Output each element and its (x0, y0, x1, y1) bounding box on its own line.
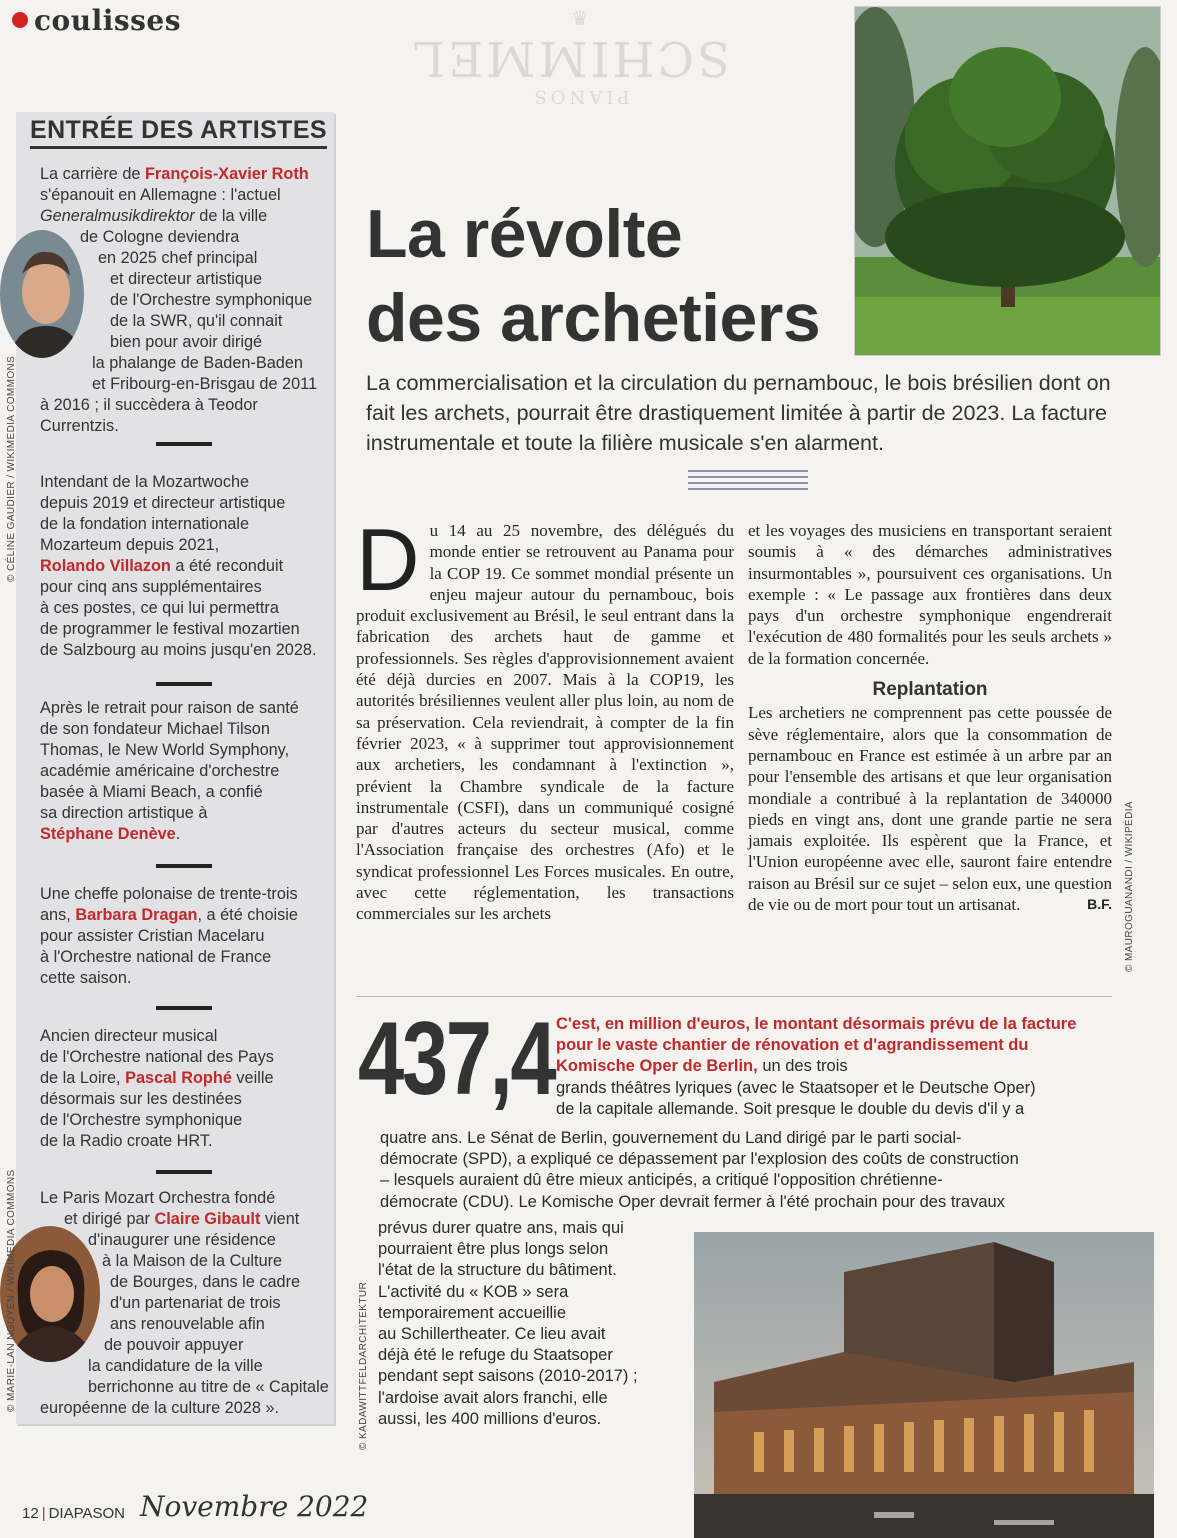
crown-icon: ♛ (571, 6, 589, 30)
sidebar-item (40, 1026, 274, 1152)
headline-line: des archetiers (366, 280, 821, 356)
kob-text-full (380, 1128, 1019, 1213)
text-line (40, 803, 299, 824)
sidebar-box (6, 112, 334, 1424)
text-line (40, 905, 298, 926)
photo-credit: © MAUROGUANANDI / WIKIPÉDIA (1124, 801, 1135, 972)
text-run: Currentzis. (40, 417, 119, 435)
text-run: désormais sur les destinées (40, 1090, 242, 1108)
text-line (40, 1356, 329, 1377)
text-run: vient (260, 1210, 300, 1228)
komische-oper-rendering (694, 1232, 1154, 1538)
text-run: Intendant de la Mozartwoche (40, 473, 250, 491)
text-run: de Cologne deviendra (80, 228, 240, 246)
text-run: Le Paris Mozart Orchestra fondé (40, 1189, 276, 1207)
text-run: de la Loire, (40, 1069, 126, 1087)
text-line (40, 640, 316, 661)
body-text (748, 702, 1112, 915)
text-run: depuis 2019 et directeur artistique (40, 494, 286, 512)
text-run: en 2025 chef principal (98, 249, 258, 267)
folio: 12 | DIAPASON (22, 1505, 125, 1522)
body-text: et les voyages des musiciens en transportant seraient soumis à « des démarches administratives insurmontables », poursuivent ces organisations. Un exemple : « Le passage aux frontières dans deux pays d'un orchestre symphonique engendrerait l'exécution de 480 formalités pour les seuls archets » de la formation concernée. (748, 521, 1112, 668)
text-line (40, 884, 298, 905)
artist-name: Pascal Rophé (125, 1069, 232, 1087)
text-line (40, 514, 316, 535)
kob-lead-text: C'est, en million d'euros, le montant désormais prévu de la facture pour le vaste chantier de rénovation et d'agrandissement du Komische Oper de Berlin, (556, 1015, 1077, 1075)
text-line (40, 493, 316, 514)
subheading: Replantation (872, 679, 988, 701)
text-line (40, 1131, 274, 1152)
text-run: européenne de la culture 2028 ». (40, 1399, 279, 1417)
text-run: de pouvoir appuyer (104, 1336, 244, 1354)
text-line (40, 926, 298, 947)
text-line (40, 1089, 274, 1110)
text-line (40, 782, 299, 803)
text-run: de programmer le festival mozartien (40, 620, 300, 638)
body-column-2 (748, 520, 1112, 915)
text-run: académie américaine d'orchestre (40, 762, 280, 780)
text-run: et directeur artistique (110, 270, 263, 288)
text-line (40, 472, 316, 493)
portrait-roth (0, 230, 84, 358)
separator (156, 682, 212, 686)
text-run: a été reconduit (170, 557, 284, 575)
photo-credit: © MARIE-LAN NGUYEN / WIKIMEDIA COMMONS (6, 1169, 17, 1412)
text-line (40, 1209, 329, 1230)
text-run: , a été choisie (197, 906, 298, 924)
artist-name: Claire Gibault (154, 1210, 261, 1228)
text-line: temporairement accueillie (378, 1303, 567, 1322)
text-run: de la ville (194, 207, 268, 225)
kob-text-left (378, 1218, 678, 1430)
text-line (40, 332, 317, 353)
kob-text-right (556, 1078, 1036, 1120)
text-run: cette saison. (40, 969, 132, 987)
sidebar-item (40, 472, 316, 661)
headline (366, 192, 886, 360)
author-signature: B.F. (1087, 896, 1112, 913)
kob-lead-tail: un des trois (757, 1057, 848, 1075)
text-run: Après le retrait pour raison de santé (40, 699, 299, 717)
text-line: l'état de la structure du bâtiment. (378, 1261, 617, 1280)
text-run: Ancien directeur musical (40, 1027, 218, 1045)
text-line (40, 598, 316, 619)
artist-name: Stéphane Denève (40, 825, 176, 843)
text-run: la phalange de Baden-Baden (92, 354, 303, 372)
sidebar-title: ENTRÉE DES ARTISTES (30, 116, 327, 149)
headline-line: La révolte (366, 196, 683, 272)
text-run: de Salzbourg au moins jusqu'en 2028. (40, 641, 317, 659)
text-line: déjà été le refuge du Staatsoper (378, 1346, 613, 1365)
text-line: démocrate (CDU). Le Komische Oper devrait fermer à l'été prochain pour des travaux (380, 1192, 1005, 1211)
text-line (40, 577, 316, 598)
sidebar-item (40, 884, 298, 989)
text-line: quatre ans. Le Sénat de Berlin, gouvernement du Land dirigé par le parti social- (380, 1129, 962, 1147)
text-line: de la capitale allemande. Soit presque le double du devis d'il y a (556, 1100, 1025, 1119)
text-line: prévus durer quatre ans, mais qui (378, 1219, 624, 1237)
text-run: veille (231, 1069, 274, 1087)
text-run: de son fondateur Michael Tilson (40, 720, 270, 738)
text-run: de la Radio croate HRT. (40, 1132, 213, 1150)
text-run: à l'Orchestre national de France (40, 948, 272, 966)
text-line (40, 698, 299, 719)
text-line: aussi, les 400 millions d'euros. (378, 1409, 602, 1428)
text-line (40, 185, 317, 206)
text-run: la candidature de la ville (88, 1357, 263, 1375)
handwritten-date: Novembre 2022 (140, 1490, 369, 1523)
sidebar-item (40, 698, 299, 845)
text-run: et Fribourg-en-Brisgau de 2011 (92, 375, 318, 393)
text-line (40, 395, 317, 416)
text-run: Une cheffe polonaise de trente-trois (40, 885, 298, 903)
photo-credit: © KADAWITTFELDARCHITEKTUR (358, 1281, 369, 1450)
text-run: La carrière de (40, 165, 145, 183)
text-run: sa direction artistique à (40, 804, 208, 822)
page-number: 12 (22, 1505, 39, 1522)
text-run: ans renouvelable afin (110, 1315, 265, 1333)
text-run: pour assister Cristian Macelaru (40, 927, 265, 945)
text-run: d'un partenariat de trois (110, 1294, 281, 1312)
text-run: à ces postes, ce qui lui permettra (40, 599, 279, 617)
divider (356, 996, 1112, 997)
text-run: à la Maison de la Culture (102, 1252, 283, 1270)
text-run: de la fondation internationale (40, 515, 250, 533)
artist-name: Barbara Dragan (75, 906, 198, 924)
lede: La commercialisation et la circulation du pernambouc, le bois brésilien dont on fait les archets, pourrait être drastiquement limitée à partir de 2023. La facture instrumentale et toute la filière musicale s'en alarment. (366, 371, 1111, 455)
text-run: s'épanouit en Allemagne : l'actuel (40, 186, 281, 204)
separator (156, 864, 212, 868)
separator (156, 442, 212, 446)
text-line (40, 248, 317, 269)
text-run: Thomas, le New World Symphony, (40, 741, 290, 759)
body-text-replantation: Les archetiers ne comprennent pas cette poussée de sève réglementaire, alors que la consommation de pernambouc en France est estimée à un arbre par an pour l'ensemble des artisans et que leur organisation mondiale a contribué à la replantation de 340000 pieds en vingt ans, dont une grande partie ne sera jamais exploitée. Ils espèrent que la France, et l'Union européenne avec elle, sauront faire entendre raison au Brésil sur ce sujet – selon eux, une question de vie ou de mort pour tout un artisanat. (748, 703, 1113, 915)
text-line: L'activité du « KOB » sera (378, 1282, 569, 1301)
section-label: coulisses (34, 4, 181, 37)
artist-name: Rolando Villazon (40, 557, 171, 575)
text-line (40, 164, 317, 185)
text-run: de l'Orchestre symphonique (110, 291, 313, 309)
text-run: de l'Orchestre symphonique (40, 1111, 243, 1129)
text-line: grands théâtres lyriques (avec le Staatsoper et le Deutsche Oper) (556, 1079, 1036, 1097)
drop-cap: D (356, 510, 420, 609)
text-line (40, 535, 316, 556)
text-run: Mozarteum depuis 2021, (40, 536, 220, 554)
text-line: au Schillertheater. Ce lieu avait (378, 1325, 606, 1344)
text-line (40, 353, 317, 374)
text-run: berrichonne au titre de « Capitale (88, 1378, 329, 1396)
separator (156, 1170, 212, 1174)
text-line: pourraient être plus longs selon (378, 1240, 609, 1259)
italic-term: Generalmusikdirektor (40, 207, 195, 225)
text-line (40, 374, 317, 395)
text-line (40, 1110, 274, 1131)
big-number: 437,4 (358, 1001, 555, 1117)
text-line (40, 416, 317, 437)
show-through-watermark (410, 6, 730, 107)
text-line (40, 740, 299, 761)
text-run: à 2016 ; il succèdera à Teodor (40, 396, 258, 414)
text-line (40, 1398, 329, 1419)
pernambouc-tree-photo (854, 6, 1161, 356)
text-line (40, 1068, 274, 1089)
text-line: – lesquels auraient dû être mieux anticipés, a critiqué l'opposition chrétienne- (380, 1171, 943, 1190)
text-run: basée à Miami Beach, a confié (40, 783, 263, 801)
text-line (40, 719, 299, 740)
text-run: ans, (40, 906, 76, 924)
body-column-1 (356, 510, 734, 925)
text-run: bien pour avoir dirigé (110, 333, 263, 351)
body-text: u 14 au 25 novembre, des délégués du monde entier se retrouvent au Panama pour la COP 19. Ce sommet mondial présente un enjeu majeur autour du pernambouc, bois produit exclusivement au Brésil, le seul entrant dans la fabrication des archets haut de gamme et professionnels. Ses règles d'approvisionnement avaient été déjà durcies en 2007. Mais à la COP19, les autorités brésiliennes veulent aller plus loin, au nom de sa préservation. Cela reviendrait, à compter de la fin février 2023, « à supprimer tout approvisionnement aux archetiers, les condamnant à l'extinction », prévient la Chambre syndicale de la facture instrumentale (CSFI), dans un communiqué cosigné par d'autres acteurs du secteur musical, comme l'Association française des orchestres (Afo) et le syndicat professionnel Les Forces musicales. En outre, avec cette réglementation, les transactions commerciales sur les archets (356, 521, 734, 924)
text-run: de la SWR, qu'il connait (110, 312, 283, 330)
text-line: pendant sept saisons (2010-2017) ; (378, 1367, 638, 1386)
text-line: démocrate (SPD), a expliqué ce dépassement par l'explosion des coûts de construction (380, 1150, 1019, 1169)
text-line (40, 1377, 329, 1398)
text-line (40, 1047, 274, 1068)
text-run: pour cinq ans supplémentaires (40, 578, 262, 596)
text-run: et dirigé par (64, 1210, 155, 1228)
text-run: de l'Orchestre national des Pays (40, 1048, 274, 1066)
text-line (40, 824, 299, 845)
text-line (40, 968, 298, 989)
watermark-sub: PIANOS (530, 86, 630, 107)
kob-lead (556, 1014, 1086, 1077)
text-line (40, 556, 316, 577)
text-line (40, 206, 317, 227)
text-line (40, 1188, 329, 1209)
ornament-rule (688, 470, 808, 494)
magazine-name: DIAPASON (48, 1505, 125, 1522)
watermark-brand: SCHIMMEL (410, 30, 730, 86)
text-line (40, 1026, 274, 1047)
text-line (40, 619, 316, 640)
separator (156, 1006, 212, 1010)
photo-credit: © CÉLINE GAUDIER / WIKIMEDIA COMMONS (6, 355, 17, 582)
text-run: . (175, 825, 181, 843)
text-line (40, 761, 299, 782)
text-line (40, 227, 317, 248)
section-bullet (12, 12, 28, 28)
text-run: d'inaugurer une résidence (88, 1231, 276, 1249)
artist-name: François-Xavier Roth (144, 165, 309, 183)
text-line: l'ardoise avait alors franchi, elle (378, 1388, 608, 1407)
text-run: de Bourges, dans le cadre (110, 1273, 301, 1291)
text-line (40, 947, 298, 968)
